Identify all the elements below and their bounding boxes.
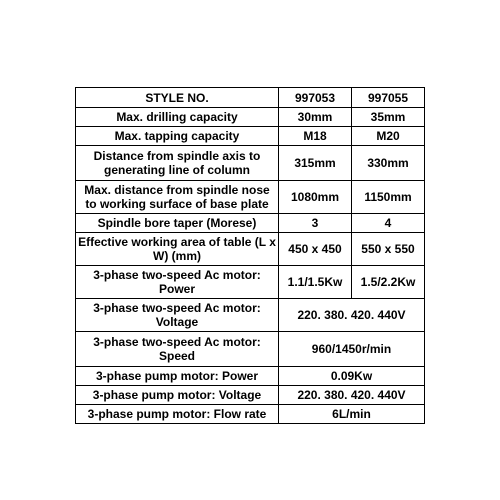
spec-label-cell: 3-phase two-speed Ac motor: Speed bbox=[76, 332, 279, 367]
spec-value-cell: 550 x 550 bbox=[352, 233, 425, 266]
spec-value-cell: 30mm bbox=[279, 108, 352, 127]
table-row bbox=[76, 214, 425, 233]
spec-label-cell: 3-phase pump motor: Power bbox=[76, 367, 279, 386]
spec-table bbox=[75, 87, 425, 424]
spec-label-cell: Max. drilling capacity bbox=[76, 108, 279, 127]
table-row bbox=[76, 299, 425, 332]
spec-value-cell: 450 x 450 bbox=[279, 233, 352, 266]
spec-value-cell: 3 bbox=[279, 214, 352, 233]
table-row bbox=[76, 386, 425, 405]
table-row bbox=[76, 181, 425, 214]
spec-label-cell: 3-phase two-speed Ac motor: Power bbox=[76, 266, 279, 299]
table-row bbox=[76, 127, 425, 146]
spec-label-cell: Spindle bore taper (Morese) bbox=[76, 214, 279, 233]
spec-shared-value-cell: 220. 380. 420. 440V bbox=[279, 386, 425, 405]
spec-shared-value-cell: 6L/min bbox=[279, 405, 425, 424]
table-row bbox=[76, 108, 425, 127]
spec-value-cell: 1150mm bbox=[352, 181, 425, 214]
spec-label-cell: Max. distance from spindle nose to working surface of base plate bbox=[76, 181, 279, 214]
spec-value-cell: 1.1/1.5Kw bbox=[279, 266, 352, 299]
spec-label-cell: Effective working area of table (L x W) (mm) bbox=[76, 233, 279, 266]
spec-shared-value-cell: 220. 380. 420. 440V bbox=[279, 299, 425, 332]
spec-label-cell: 3-phase pump motor: Voltage bbox=[76, 386, 279, 405]
spec-value-cell: 1.5/2.2Kw bbox=[352, 266, 425, 299]
table-row bbox=[76, 266, 425, 299]
spec-shared-value-cell: 960/1450r/min bbox=[279, 332, 425, 367]
table-row bbox=[76, 367, 425, 386]
table-row bbox=[76, 146, 425, 181]
header-label-cell: STYLE NO. bbox=[76, 88, 279, 108]
header-model-cell: 997053 bbox=[279, 88, 352, 108]
spec-value-cell: M18 bbox=[279, 127, 352, 146]
table-row bbox=[76, 233, 425, 266]
spec-value-cell: 330mm bbox=[352, 146, 425, 181]
header-model-cell: 997055 bbox=[352, 88, 425, 108]
spec-label-cell: Distance from spindle axis to generating line of column bbox=[76, 146, 279, 181]
table-row bbox=[76, 332, 425, 367]
table-header-row bbox=[76, 88, 425, 108]
table-row bbox=[76, 405, 425, 424]
spec-label-cell: 3-phase pump motor: Flow rate bbox=[76, 405, 279, 424]
spec-value-cell: 315mm bbox=[279, 146, 352, 181]
spec-value-cell: 35mm bbox=[352, 108, 425, 127]
spec-label-cell: 3-phase two-speed Ac motor: Voltage bbox=[76, 299, 279, 332]
spec-label-cell: Max. tapping capacity bbox=[76, 127, 279, 146]
spec-shared-value-cell: 0.09Kw bbox=[279, 367, 425, 386]
spec-value-cell: 4 bbox=[352, 214, 425, 233]
spec-value-cell: M20 bbox=[352, 127, 425, 146]
spec-value-cell: 1080mm bbox=[279, 181, 352, 214]
